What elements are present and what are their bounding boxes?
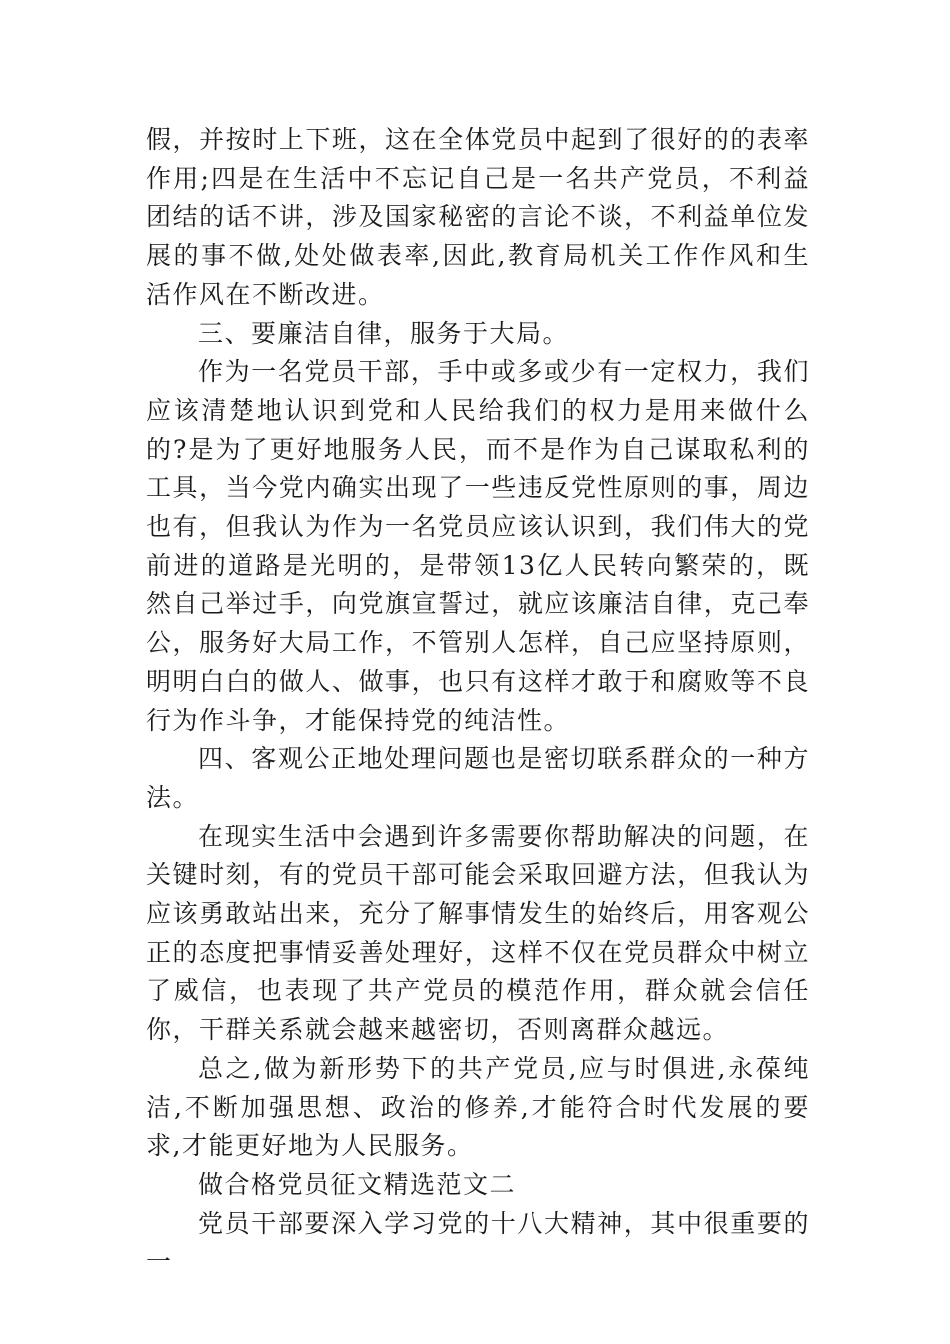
paragraph-fairness: 在现实生活中会遇到许多需要你帮助解决的问题，在关键时刻，有的党员干部可能会采取回避方法，但我认为应该勇敢站出来，充分了解事情发生的始终后，用客观公正的态度把事情妥善处理好，这样不仅在党员群众中树立了威信，也表现了共产党员的模范作用，群众就会信任你，干群关系就会越来越密切，否则离群众越远。 <box>146 821 810 1045</box>
paragraph-continuation: 假，并按时上下班，这在全体党员中起到了很好的的表率作用;四是在生活中不忘记自己是一名共产党员，不利益团结的话不讲，涉及国家秘密的言论不谈，不利益单位发展的事不做,处处做表率,因此,教育局机关工作作风和生活作风在不断改进。 <box>146 125 810 309</box>
section-heading-three: 三、要廉洁自律，服务于大局。 <box>198 318 570 348</box>
paragraph-integrity: 作为一名党员干部，手中或多或少有一定权力，我们应该清楚地认识到党和人民给我们的权力是用来做什么的?是为了更好地服务人民，而不是作为自己谋取私利的工具，当今党内确实出现了一些违反党性原则的事，周边也有，但我认为作为一名党员应该认识到，我们伟大的党前进的道路是光明的，是带领13亿人民转向繁荣的，既然自己举过手，向党旗宣誓过，就应该廉洁自律，克己奉公，服务好大局工作，不管别人怎样，自己应坚持原则，明明白白的做人、做事，也只有这样才敢于和腐败等不良行为作斗争，才能保持党的纯洁性。 <box>146 357 810 735</box>
paragraph-essay-two-start: 党员干部要深入学习党的十八大精神，其中很重要的一 <box>146 1208 810 1277</box>
section-heading-four: 四、客观公正地处理问题也是密切联系群众的一种方法。 <box>146 744 810 812</box>
essay-title-two: 做合格党员征文精选范文二 <box>198 1169 517 1199</box>
paragraph-conclusion: 总之,做为新形势下的共产党员,应与时俱进,永葆纯洁,不断加强思想、政治的修养,才能符合时代发展的要求,才能更好地为人民服务。 <box>146 1053 810 1161</box>
document-page <box>146 121 810 1282</box>
